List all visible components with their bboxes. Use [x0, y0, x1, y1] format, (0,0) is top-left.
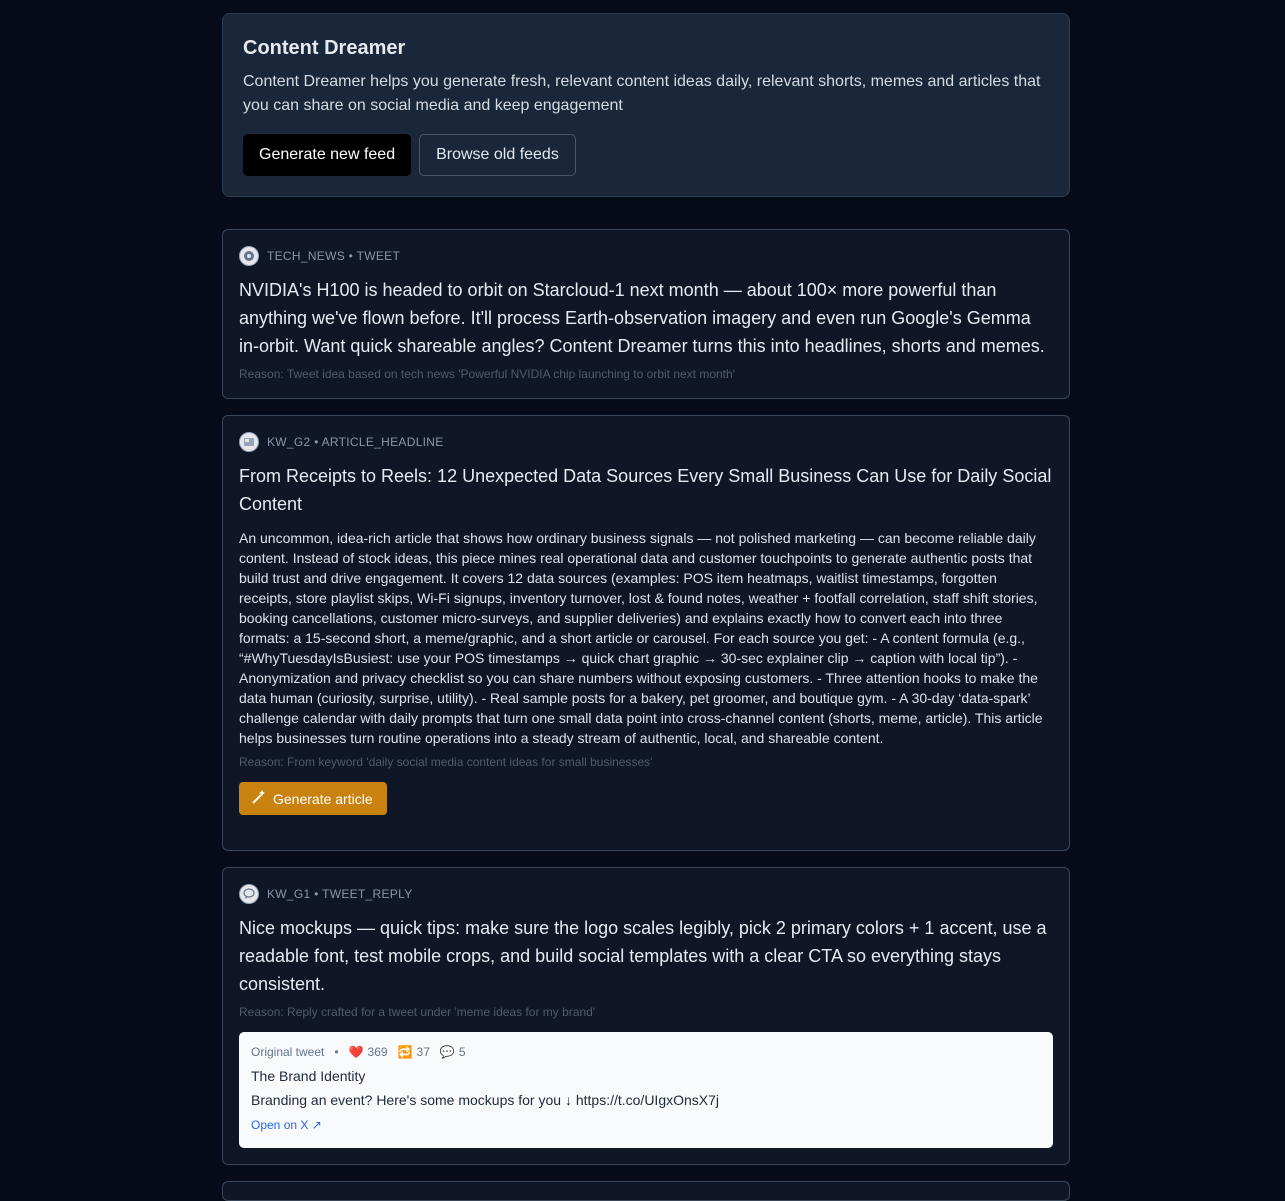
card-meta	[239, 884, 1053, 904]
generate-article-button[interactable]	[239, 782, 387, 815]
hero-actions	[243, 134, 1049, 176]
open-on-x-link[interactable]: Open on X ↗	[251, 1118, 322, 1132]
speech-bubble-icon	[239, 884, 259, 904]
heart-icon: ❤️	[348, 1045, 364, 1059]
generate-article-label: Generate article	[273, 790, 373, 807]
generate-feed-button[interactable]: Generate new feed	[243, 134, 411, 176]
satellite-icon	[239, 246, 259, 266]
hero-panel	[222, 13, 1070, 197]
original-tweet-meta	[251, 1044, 1041, 1060]
main-column	[222, 13, 1070, 1132]
card-meta	[239, 432, 1053, 452]
feed-card-tweet	[222, 229, 1070, 399]
card-reason: Reason: From keyword 'daily social media content ideas for small businesses'	[239, 755, 653, 769]
feed-card-article	[222, 415, 1070, 851]
replies-stat	[440, 1045, 466, 1059]
app-title: Content Dreamer	[243, 37, 406, 59]
card-meta	[239, 246, 1053, 266]
card-title: From Receipts to Reels: 12 Unexpected Data Sources Every Small Business Can Use for Daily Social Content	[239, 466, 1052, 514]
original-tweet-author: The Brand Identity	[251, 1068, 366, 1084]
app-description: Content Dreamer helps you generate fresh, relevant content ideas daily, relevant shorts, memes and articles that you can share on social media and keep engagement	[243, 73, 1041, 114]
likes-count: 369	[367, 1045, 388, 1059]
retweets-stat	[398, 1045, 430, 1059]
browse-feeds-button[interactable]: Browse old feeds	[419, 134, 576, 176]
comment-icon: 💬	[439, 1045, 455, 1059]
card-source-label: KW_G1 • TWEET_REPLY	[267, 887, 413, 901]
newspaper-icon	[239, 432, 259, 452]
card-title: Nice mockups — quick tips: make sure the logo scales legibly, pick 2 primary colors + 1 accent, use a readable font, test mobile crops, and build social templates with a clear CTA so everything stays consistent.	[239, 918, 1047, 994]
meta-separator: •	[334, 1045, 339, 1059]
retweets-count: 37	[416, 1045, 430, 1059]
card-source-label: TECH_NEWS • TWEET	[267, 249, 401, 263]
card-title: NVIDIA's H100 is headed to orbit on Starcloud-1 next month — about 100× more powerful than anything we've flown before. It'll process Earth-observation imagery and even run Google's Gemma in-orbit. Want quick shareable angles? Content Dreamer turns this into headlines, shorts and memes.	[239, 280, 1045, 356]
original-tweet	[239, 1032, 1053, 1148]
next-card-edge	[222, 1181, 1070, 1201]
card-reason: Reason: Tweet idea based on tech news 'Powerful NVIDIA chip launching to orbit next month'	[239, 367, 735, 381]
retweet-icon: 🔁	[397, 1045, 413, 1059]
replies-count: 5	[458, 1045, 466, 1059]
card-body: An uncommon, idea-rich article that shows how ordinary business signals — not polished marketing — can become reliable daily content. Instead of stock ideas, this piece mines real operational data and customer touchpoints to generate authentic posts that build trust and drive engagement. It covers 12 data sources (examples: POS item heatmaps, waitlist timestamps, forgotten receipts, store playlist skips, Wi-Fi signups, inventory turnover, lost & found notes, weather + footfall correlation, staff shift stories, booking cancellations, customer micro-surveys, and supplier deliveries) and explains exactly how to convert each into three formats: a 15-second short, a meme/graphic, and a short article or carousel. For each source you get: - A content formula (e.g., “#WhyTuesdayIsBusiest: use your POS timestamps → quick chart graphic → 30-sec explainer clip → caption with local tip”). - Anonymization and privacy checklist so you can share numbers without exposing customers. - Three attention hooks to make the data human (curiosity, surprise, utility). - Real sample posts for a bakery, pet groomer, and boutique gym. - A 30-day ‘data-spark’ challenge calendar with daily prompts that turn one small data point into cross-channel content (shorts, meme, article). This article helps businesses turn routine operations into a steady stream of authentic, local, and shareable content.	[239, 530, 1043, 746]
card-reason: Reason: Reply crafted for a tweet under 'meme ideas for my brand'	[239, 1005, 596, 1019]
magic-wand-icon	[251, 789, 267, 808]
card-source-label: KW_G2 • ARTICLE_HEADLINE	[267, 435, 444, 449]
original-tweet-text: Branding an event? Here's some mockups for you ↓ https://t.co/UIgxOnsX7j	[251, 1092, 720, 1108]
original-tweet-label: Original tweet	[251, 1045, 325, 1059]
feed-card-reply	[222, 867, 1070, 1165]
likes-stat	[349, 1045, 388, 1059]
